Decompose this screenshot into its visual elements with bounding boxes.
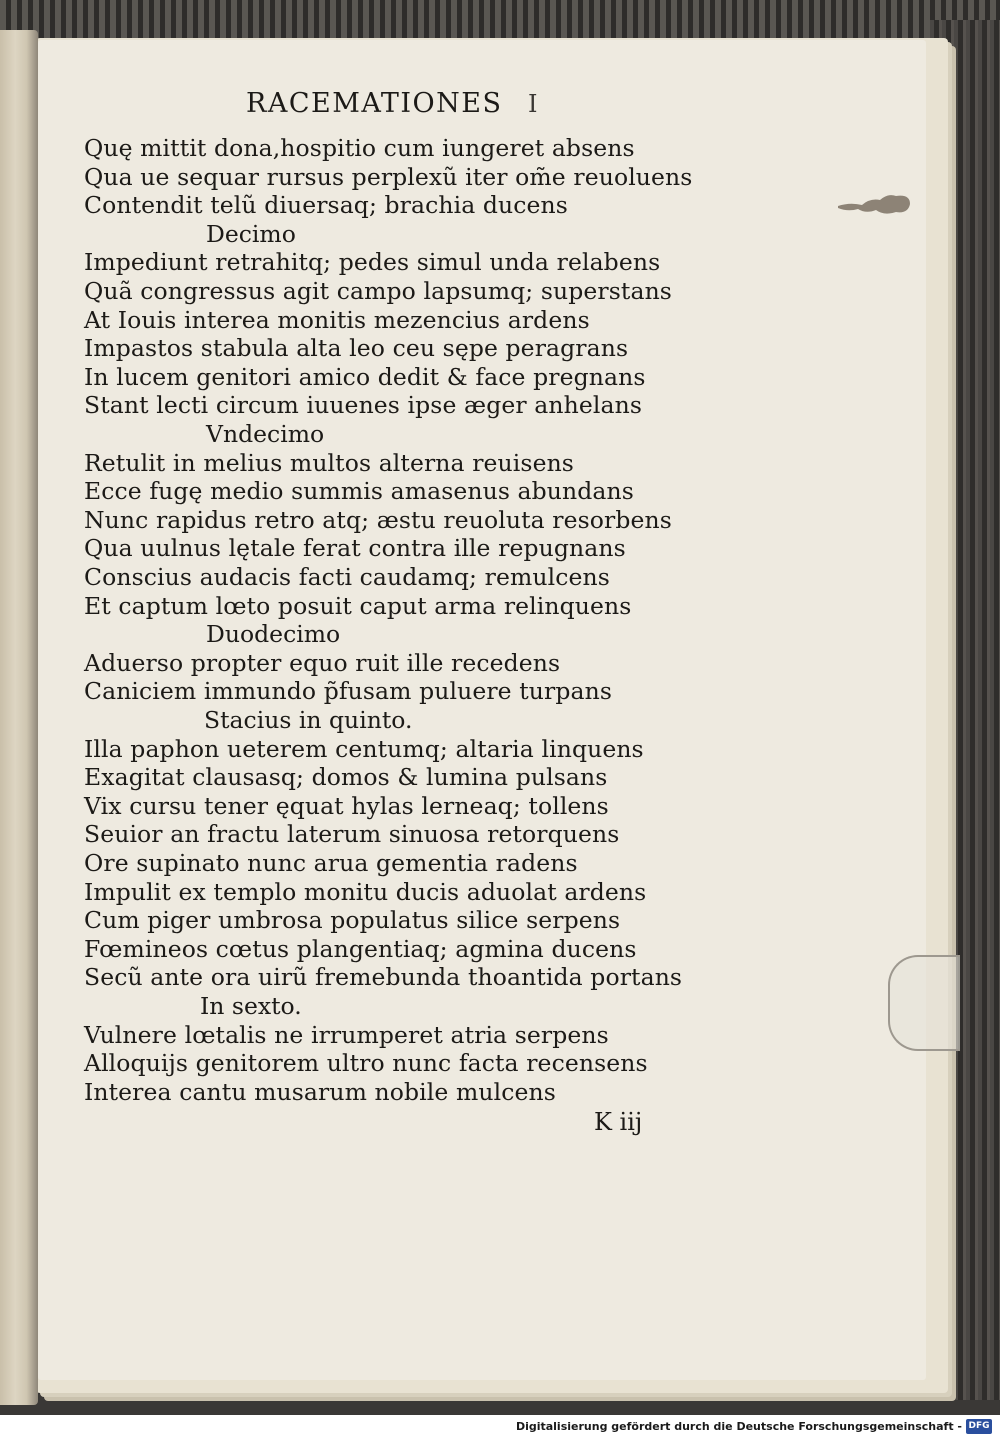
verse-line: Nunc rapidus retro atq; æstu reuoluta resorbens bbox=[84, 505, 672, 534]
verse-line: Exagitat clausasq; domos & lumina pulsans bbox=[84, 763, 608, 792]
verse-line: Quã congressus agit campo lapsumq; superstans bbox=[84, 277, 672, 305]
page-tab-marker bbox=[888, 955, 960, 1051]
verse-line: Qua uulnus lętale ferat contra ille repugnans bbox=[84, 534, 626, 563]
verse-line: Vulnere lœtalis ne irrumperet atria serpens bbox=[84, 1020, 609, 1049]
verse-line: Illa paphon ueterem centumq; altaria linquens bbox=[84, 734, 644, 763]
running-head: RACEMATIONES bbox=[246, 88, 503, 119]
verse-line: Cum piger umbrosa populatus silice serpens bbox=[84, 906, 621, 935]
verse-line: At Iouis interea monitis mezencius ardens bbox=[84, 305, 590, 334]
verse-line: Quę mittit dona,hospitio cum iungeret absens bbox=[84, 134, 635, 162]
verse-line: Conscius audacis facti caudamq; remulcens bbox=[84, 563, 610, 591]
verse-line: Ore supinato nunc arua gementia radens bbox=[84, 849, 578, 877]
verse-line: Contendit telũ diuersaq; brachia ducens bbox=[84, 191, 568, 220]
section-heading: Stacius in quinto. bbox=[204, 706, 413, 734]
signature-mark: K iij bbox=[594, 1108, 643, 1136]
verse-line: Retulit in melius multos alterna reuisens bbox=[84, 448, 574, 477]
verse-line: Stant lecti circum iuuenes ipse æger anhelans bbox=[84, 391, 642, 420]
section-heading: Decimo bbox=[206, 219, 296, 248]
verse-line: Impediunt retrahitq; pedes simul unda relabens bbox=[84, 248, 661, 277]
verse-line: Fœmineos cœtus plangentiaq; agmina ducens bbox=[84, 934, 637, 963]
verse-line: Caniciem immundo p̃fusam puluere turpans bbox=[84, 677, 613, 706]
running-head-mark: I bbox=[528, 90, 538, 118]
funding-note: Digitalisierung gefördert durch die Deutsche Forschungsgemeinschaft - bbox=[515, 1420, 962, 1433]
verse-line: Ecce fugę medio summis amasenus abundans bbox=[84, 477, 634, 506]
cover-top-edge bbox=[0, 0, 1000, 40]
verse-line: Seuior an fractu laterum sinuosa retorquens bbox=[84, 820, 620, 849]
book-spine bbox=[0, 30, 38, 1405]
verse-line: Impulit ex templo monitu ducis aduolat ardens bbox=[84, 877, 647, 906]
verse-line: In lucem genitori amico dedit & face pregnans bbox=[84, 362, 646, 391]
verse-line: Alloquijs genitorem ultro nunc facta recensens bbox=[84, 1049, 648, 1078]
verse-line: Et captum lœto posuit caput arma relinquens bbox=[84, 591, 632, 620]
dfg-logo: DFG bbox=[966, 1419, 992, 1434]
section-heading: Duodecimo bbox=[206, 620, 341, 649]
footer-bar bbox=[0, 1415, 1000, 1439]
verse-line: Aduerso propter equo ruit ille recedens bbox=[84, 648, 561, 677]
ink-stain bbox=[836, 192, 912, 218]
verse-line: Qua ue sequar rursus perplexũ iter om̃e reuoluens bbox=[84, 162, 693, 191]
verse-line: Interea cantu musarum nobile mulcens bbox=[84, 1077, 556, 1106]
section-heading: In sexto. bbox=[200, 992, 302, 1020]
verse-line: Vix cursu tener ęquat hylas lerneaq; tollens bbox=[84, 791, 609, 820]
verse-line: Impastos stabula alta leo ceu sępe peragrans bbox=[84, 334, 629, 363]
verse-line: Secũ ante ora uirũ fremebunda thoantida portans bbox=[84, 963, 683, 992]
section-heading: Vndecimo bbox=[206, 420, 325, 448]
page-leaf bbox=[38, 40, 926, 1380]
